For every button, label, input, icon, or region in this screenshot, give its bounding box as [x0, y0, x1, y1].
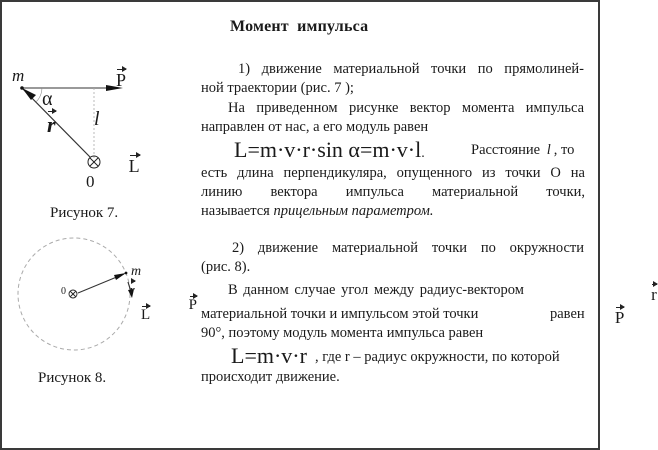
section1-line3: На приведенном рисунке вектор момента импульса [228, 100, 584, 116]
section1-line8 [201, 202, 433, 221]
section1-line5-tail [471, 141, 574, 160]
fig8-label-m: m [131, 264, 142, 279]
section2-line4b: равен [550, 306, 585, 322]
angular-momentum-formula-1 [234, 138, 425, 166]
formula-1-text: L=m·v·r·sin α=m·v·l [234, 137, 422, 162]
fig7-label-m: m [12, 66, 25, 85]
section1-line6: есть длина перпендикуляра, опущенного из точки О на [201, 165, 585, 181]
fig8-label-origin: 0 [61, 286, 66, 297]
section2-line3: В данном случае угол между радиус-вектором [228, 282, 524, 298]
fig7-label-L: L [128, 156, 140, 176]
section2-line7: происходит движение. [201, 369, 340, 385]
distance-symbol: l [546, 142, 551, 158]
section1-line4: направлен от нас, а его модуль равен [201, 119, 429, 135]
line8-plain: называется [201, 203, 270, 219]
section1-line2: ной траектории (рис. 7 ); [201, 80, 354, 96]
momentum-symbol: P [614, 308, 625, 327]
section1-line7: линию вектора импульса материальной точки, [201, 184, 585, 200]
section2-line1: 2) движение материальной точки по окружности [232, 240, 584, 256]
section2-line5: 90°, поэтому модуль момента импульса равен [201, 325, 484, 341]
radius-vector-symbol: r [651, 285, 657, 304]
section2-line4a: материальной точки и импульсом этой точки [201, 306, 479, 322]
figure-8-caption: Рисунок 8. [38, 370, 107, 386]
fig7-label-r: r [47, 112, 56, 137]
fig8-label-p: P [188, 297, 197, 313]
fig7-label-p: P [116, 70, 127, 90]
figure-7-caption: Рисунок 7. [50, 205, 119, 221]
fig7-label-origin: 0 [86, 172, 95, 191]
distance-word: Расстояние [471, 142, 541, 158]
section1-line1: 1) движение материальной точки по прямолиней- [238, 61, 584, 77]
formula-1-dot: . [421, 146, 425, 161]
section2-line2: (рис. 8). [201, 259, 251, 275]
fig8-label-r: r [129, 282, 135, 297]
angular-momentum-formula-2: L=m·v·r [231, 343, 307, 368]
page-title: Момент импульса [230, 18, 369, 35]
fig7-label-l: l [94, 108, 100, 130]
impact-parameter-term: прицельным параметром. [273, 203, 434, 219]
fig8-label-L: L [140, 307, 151, 323]
distance-tail: , то [553, 142, 575, 158]
section2-line6-tail: , где r – радиус окружности, по которой [315, 349, 560, 365]
fig7-label-alpha: α [42, 88, 53, 110]
figure-8-diagram [2, 232, 192, 362]
